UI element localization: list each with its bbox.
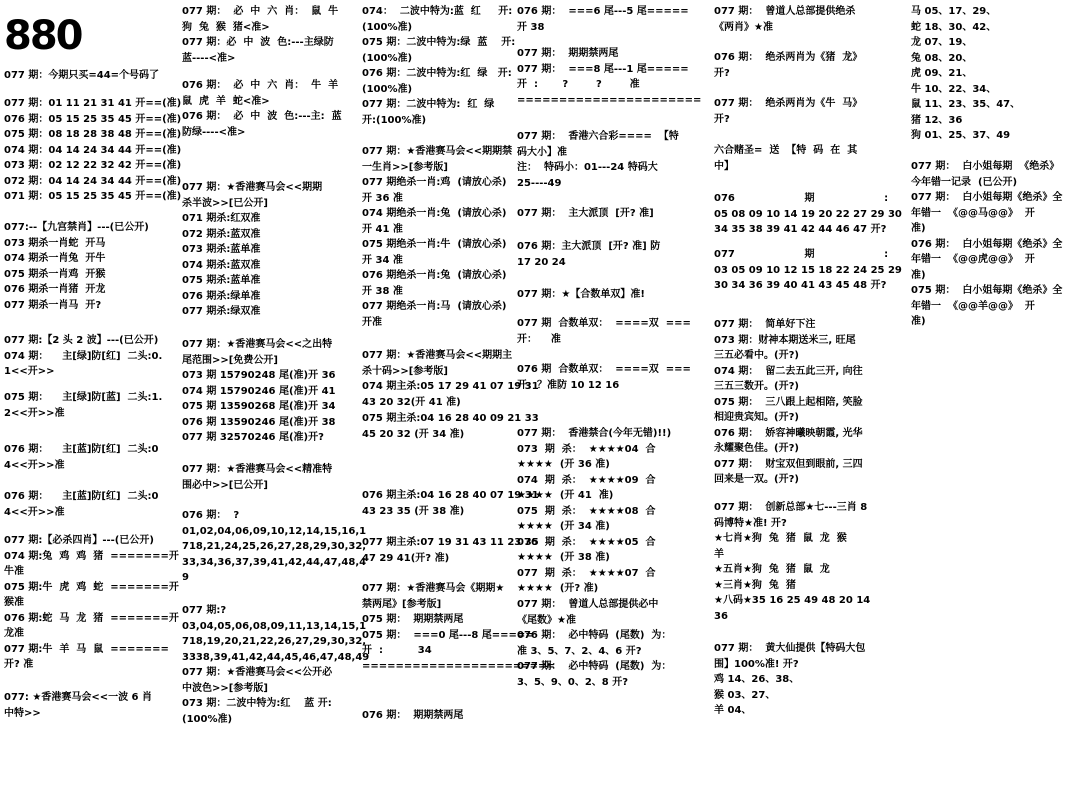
text-block: [517, 46, 701, 108]
text-line: 073 期 15790248 尾(准)开 36: [182, 370, 336, 381]
text-line: 076 期： 白小姐每期《绝杀》全: [911, 238, 1063, 250]
text-line: 05 08 09 10 14 19 20 22 27 29 30: [714, 208, 902, 220]
text-line: 4<<开>>准: [4, 459, 65, 471]
text-line: 077 期：★香港赛马会<<公开必: [182, 667, 333, 678]
text-line: ★八码★35 16 25 49 48 20 14: [714, 595, 871, 606]
text-line: 073 期 杀： ★★★★04 合: [517, 443, 656, 455]
text-line: 072 期：04 14 24 34 44 开==(准): [4, 175, 182, 187]
text-line: 718,21,24,25,26,27,28,29,30,32,: [182, 541, 367, 552]
text-line: 蛇 18、30、42、: [911, 21, 997, 33]
text-line: 077 期： 必中特码 (尾数) 为：: [517, 661, 672, 672]
text-line: 准): [911, 316, 926, 327]
text-line: 075 期： ===0 尾---8 尾=====: [362, 629, 534, 641]
text-line: 开准: [362, 316, 382, 328]
text-block: [911, 159, 1062, 330]
text-line: 077 期：★香港赛马会《期期★: [362, 583, 505, 594]
text-line: 中波色>>[参考版]: [182, 682, 268, 694]
text-line: 077 期： 必 中 六 肖： 鼠 牛: [182, 6, 339, 17]
text-block: [714, 500, 870, 624]
text-line: 071 期杀:红双准: [182, 213, 261, 224]
text-line: 077 期：★香港赛马会<<之出特: [182, 339, 333, 350]
text-line: 开 41 准: [362, 223, 403, 235]
text-line: 码大小】准: [517, 146, 567, 158]
text-line: 077 期： 白小姐每期《绝杀》全: [911, 192, 1063, 203]
text-line: 马 05、17、29、: [911, 6, 997, 17]
text-line: 开?: [714, 113, 730, 125]
text-line: 防绿----<准>: [182, 126, 246, 138]
text-block: [517, 4, 689, 35]
text-line: ======================: [517, 94, 702, 106]
text-line: 开 36 准: [362, 192, 403, 204]
text-line: 073 期杀:蓝单准: [182, 244, 261, 255]
text-line: 077 期绝杀一肖:鸡 (请放心杀): [362, 177, 507, 188]
text-line: 074 期主杀:05 17 29 41 07 19 31: [362, 381, 539, 392]
text-line: 鼠 11、23、35、47、: [911, 99, 1021, 110]
text-line: 077 期:【2 头 2 波】---(已公开): [4, 335, 159, 346]
text-line: ★★★★ (开? 准): [517, 583, 599, 594]
text-line: 718,19,20,21,22,26,27,29,30,32,: [182, 636, 367, 647]
text-line: 074 期杀一肖兔 开牛: [4, 253, 106, 264]
text-line: 杀十码>>[参考版]: [362, 365, 448, 377]
text-block: [4, 690, 152, 721]
text-line: 074 期： 主[绿]防[红] 二头:0.: [4, 350, 163, 362]
text-line: 3338,39,41,42,44,45,46,47,48,49: [182, 651, 370, 663]
text-line: 077 期： 曾道人总部提供绝杀: [714, 6, 856, 17]
text-line: 075 期绝杀一肖:牛 (请放心杀): [362, 239, 507, 250]
text-line: 禁两尾》[参考版]: [362, 598, 442, 610]
text-line: 076 期： 必中特码 (尾数) 为：: [517, 630, 672, 641]
text-block: [362, 411, 539, 442]
text-block: [517, 287, 645, 303]
text-line: 075 期： 期期禁两尾: [362, 614, 464, 625]
text-line: 年错一 《@@虎@@》 开: [911, 254, 1035, 265]
text-line: 33,34,36,37,39,41,42,44,47,48,4: [182, 556, 367, 568]
text-line: (100%准): [182, 713, 233, 725]
text-line: 中】: [714, 160, 734, 172]
text-line: 075 期：08 18 28 38 48 开==(准): [4, 129, 182, 140]
text-line: ★★★★ (开 34 准): [517, 521, 610, 532]
text-line: 076 期:蛇 马 龙 猪 =======开: [4, 612, 179, 624]
text-line: 准 3、5、7、2、4、6 开?: [517, 645, 642, 657]
text-block: [517, 239, 660, 270]
text-line: 码博特★准! 开?: [714, 517, 787, 529]
text-line: 077 期： 曾道人总部提供必中: [517, 599, 659, 610]
text-block: [517, 426, 671, 597]
text-line: (100%准): [362, 21, 413, 33]
text-block: [714, 96, 862, 127]
text-block: [4, 220, 149, 313]
text-block: [4, 442, 158, 473]
text-line: 076 期 13590246 尾(准)开 38: [182, 416, 336, 428]
text-line: 蓝----<准>: [182, 52, 236, 64]
text-line: 076 期： 主[蓝]防[红] 二头:0: [4, 444, 159, 455]
text-line: 077 期主杀:07 19 31 43 11 23 35: [362, 537, 539, 548]
text-line: 开 38 准: [362, 285, 403, 297]
text-line: 围】100%准! 开?: [714, 658, 799, 670]
text-line: 076 期： 期期禁两尾: [362, 710, 464, 721]
text-line: 073 期：02 12 22 32 42 开==(准): [4, 160, 182, 171]
text-line: 077 期： 简单好下注: [714, 319, 816, 330]
text-line: 03,04,05,06,08,09,11,13,14,15,1: [182, 620, 367, 632]
text-line: 077 期： 创新总部★七---三肖 8: [714, 502, 868, 513]
text-line: 077 期 :: [714, 249, 889, 260]
text-line: 077 期： 绝杀两肖为《牛 马》: [714, 98, 863, 109]
text-line: 075 期： 三八跟上起相陪, 笑脸: [714, 396, 863, 408]
text-line: 9: [182, 572, 189, 583]
text-block: [517, 206, 654, 222]
text-line: 开： 准: [517, 333, 561, 345]
text-line: 45 20 32 (开 34 准): [362, 428, 465, 440]
text-block: [182, 462, 332, 493]
text-line: 杀半波>>[已公开]: [182, 197, 268, 209]
text-line: 《尾数》★准: [517, 614, 576, 626]
text-line: 01,02,04,06,09,10,12,14,15,16,1: [182, 525, 367, 537]
text-line: ★★★★ (开 38 准): [517, 552, 610, 563]
text-line: 1<<开>>: [4, 366, 55, 377]
text-block: [182, 180, 322, 320]
text-block: [714, 4, 855, 35]
text-line: 43 23 35 (开 38 准): [362, 505, 465, 517]
text-line: 回来是一双。(开?): [714, 474, 799, 485]
text-line: 076 期：05 15 25 35 45 开==(准): [4, 113, 182, 125]
page-title: 880: [4, 13, 82, 59]
text-line: 077 期：今期只买=44=个号码了: [4, 70, 160, 81]
text-line: 猴准: [4, 597, 24, 608]
text-line: 36: [714, 610, 728, 622]
text-line: 076 期：二波中特为:红 绿 开:: [362, 68, 512, 79]
text-line: 074 期绝杀一肖:兔 (请放心杀): [362, 208, 507, 219]
text-block: [4, 533, 179, 673]
text-line: 077 期：★【合数单双】准!: [517, 289, 645, 300]
text-line: 年错一 《@@马@@》 开: [911, 207, 1035, 219]
text-line: 077 期： 香港六合彩==== 【特: [517, 131, 679, 142]
text-line: 076 期： 主[蓝]防[红] 二头:0: [4, 491, 159, 502]
text-line: 077 期:【必杀四肖】---(已公开): [4, 535, 154, 546]
text-block: [714, 317, 863, 488]
text-block: [362, 708, 463, 724]
text-line: 076 期杀一肖猪 开龙: [4, 284, 106, 295]
text-line: 六合赌圣= 送 【特 码 在 其: [714, 145, 858, 156]
text-line: 尾范围>>[免费公开]: [182, 354, 278, 366]
text-line: 狗 兔 猴 猪<准>: [182, 21, 270, 33]
text-line: 073 期：财神本期送米三, 旺尾: [714, 334, 856, 346]
text-block: [182, 4, 338, 66]
text-line: 羊 04、: [714, 705, 752, 716]
text-block: [4, 489, 158, 520]
text-line: 开：？准防 10 12 16: [517, 379, 620, 391]
text-line: 076 期 :: [714, 193, 889, 204]
text-line: 开 : 34: [362, 645, 432, 656]
text-line: 076 期 杀： ★★★★05 合: [517, 536, 656, 548]
text-block: [362, 488, 539, 519]
text-line: 一生肖>>[参考版]: [362, 161, 448, 173]
text-line: 17 20 24: [517, 256, 566, 268]
text-line: 077 期 合数单双： ====双 ===: [517, 318, 691, 329]
text-line: 072 期杀:蓝双准: [182, 228, 261, 240]
text-line: (100%准): [362, 52, 413, 64]
text-line: 中特>>: [4, 707, 41, 719]
text-block: [4, 96, 181, 205]
text-line: 牛 10、22、34、: [911, 83, 997, 95]
text-line: ★三肖★狗 兔 猪: [714, 579, 796, 591]
text-line: 开?: [714, 67, 730, 79]
text-line: 鼠 虎 羊 蛇<准>: [182, 95, 270, 107]
text-block: [182, 508, 366, 586]
text-line: 074 期 杀： ★★★★09 合: [517, 474, 656, 486]
text-line: 077 期： ===8 尾---1 尾=====: [517, 63, 689, 75]
text-line: 077 期： 香港禁合(今年无错)!!): [517, 428, 672, 439]
text-line: 077 期：二波中特为: 红 绿: [362, 99, 495, 110]
text-line: 30 34 36 39 40 41 43 45 48 开?: [714, 280, 887, 291]
text-block: [517, 362, 691, 393]
text-block: [714, 50, 862, 81]
text-block: [362, 348, 539, 410]
text-line: 076 期绝杀一肖:兔 (请放心杀): [362, 270, 507, 281]
text-line: 077 期： 财宝双但到眼前, 三四: [714, 458, 863, 470]
text-block: [714, 641, 865, 719]
text-line: 开 38: [517, 21, 545, 33]
text-line: ★七肖★狗 兔 猪 鼠 龙 猴: [714, 533, 847, 544]
text-line: 龙 07、19、: [911, 37, 973, 48]
text-line: 075 期:牛 虎 鸡 蛇 =======开: [4, 581, 179, 593]
text-line: 077 期杀:绿双准: [182, 306, 261, 317]
text-line: 077 期：★香港赛马会<<精准特: [182, 464, 333, 475]
text-line: 077 期绝杀一肖:马 (请放心杀): [362, 301, 507, 312]
text-line: 076 期： 绝杀两肖为《猪 龙》: [714, 52, 863, 63]
text-line: 077 期： 白小姐每期 《绝杀》: [911, 161, 1060, 172]
text-line: 猴 03、27、: [714, 689, 776, 701]
text-block: [714, 247, 902, 294]
text-line: 年错一 《@@羊@@》 开: [911, 300, 1035, 312]
text-line: =======================: [362, 660, 555, 672]
text-line: 076 期杀:绿单准: [182, 290, 261, 302]
text-line: 开:(100%准): [362, 114, 427, 126]
text-line: 牛准: [4, 566, 24, 577]
text-line: 076 期： ?: [182, 510, 240, 521]
text-block: [911, 4, 1020, 144]
text-line: 076 期主杀:04 16 28 40 07 19 31: [362, 490, 539, 501]
text-line: 074 期： 留二去五此三开, 向往: [714, 365, 863, 377]
text-line: 今年错一记录 (已公开): [911, 176, 1018, 188]
text-block: [182, 603, 369, 727]
text-line: 《两肖》★准: [714, 21, 773, 33]
text-line: 077 期： 黄大仙提供【特码大包: [714, 643, 866, 654]
text-line: 076 期： 必 中 波 色:---主: 蓝: [182, 111, 342, 122]
text-line: (100%准): [362, 83, 413, 95]
text-line: 注： 特码小：01---24 特码大: [517, 162, 658, 173]
text-line: ★★★★ (开 41 准): [517, 490, 614, 501]
text-line: 073 期：二波中特为:红 蓝 开:: [182, 698, 332, 709]
text-line: 076 期：主大派顶 [开? 准] 防: [517, 241, 661, 252]
text-block: [4, 390, 162, 421]
text-block: [4, 68, 159, 84]
text-line: ★五肖★狗 兔 猪 鼠 龙: [714, 564, 830, 575]
text-block: [362, 144, 512, 330]
text-line: 34 35 38 39 41 42 44 46 47 开?: [714, 224, 887, 235]
text-line: 龙准: [4, 628, 24, 639]
text-line: 075 期： 白小姐每期《绝杀》全: [911, 285, 1063, 296]
text-line: 075 期杀:蓝单准: [182, 275, 261, 286]
text-line: 073 期杀一肖蛇 开马: [4, 237, 106, 249]
text-line: 074 期：04 14 24 34 44 开==(准): [4, 144, 182, 156]
text-line: 075 期主杀:04 16 28 40 09 21 33: [362, 413, 539, 424]
text-line: 兔 08、20、: [911, 52, 973, 64]
text-line: 准): [911, 269, 926, 281]
text-line: 准): [911, 223, 926, 234]
text-block: [362, 4, 515, 128]
text-block: [182, 337, 336, 446]
text-line: 相迎贵宾知。(开?): [714, 412, 799, 423]
text-line: 076 期： ===6 尾---5 尾=====: [517, 6, 689, 17]
text-block: [362, 535, 539, 566]
text-block: [182, 78, 342, 140]
text-line: 三五三数开。(开?): [714, 381, 799, 392]
text-line: 074 期:兔 鸡 鸡 猪 =======开: [4, 550, 179, 562]
text-line: ★★★★ (开 36 准): [517, 459, 610, 470]
text-line: 077 期:?: [182, 605, 227, 616]
text-block: [517, 316, 691, 347]
text-line: 076 期： 娇容神曦映朝霞, 光华: [714, 427, 863, 439]
text-line: 077 期： 主大派顶 [开? 准]: [517, 208, 654, 219]
text-line: 071 期：05 15 25 35 45 开==(准): [4, 191, 182, 202]
text-line: 077 期：★香港赛马会<<期期: [182, 182, 323, 193]
text-line: 43 20 32(开 41 准): [362, 396, 461, 408]
text-line: 077 期：★香港赛马会<<期期禁: [362, 146, 513, 157]
text-line: 077: ★香港赛马会<<一波 6 肖: [4, 692, 152, 703]
text-line: 虎 09、21、: [911, 68, 973, 79]
text-line: 075 期 13590268 尾(准)开 34: [182, 401, 336, 412]
text-line: 074 期杀:蓝双准: [182, 259, 261, 271]
text-line: 077 期：01 11 21 31 41 开==(准): [4, 98, 182, 109]
text-line: 077 期 杀： ★★★★07 合: [517, 567, 656, 579]
text-line: 羊: [714, 548, 724, 560]
text-line: 狗 01、25、37、49: [911, 130, 1011, 141]
text-line: 鸡 14、26、38、: [714, 674, 800, 685]
text-line: 开 : ? ? 准: [517, 79, 640, 90]
text-line: 03 05 09 10 12 15 18 22 24 25 29: [714, 264, 902, 276]
text-line: 077 期:牛 羊 马 鼠 =======: [4, 643, 169, 655]
text-line: 4<<开>>准: [4, 506, 65, 518]
text-line: 25----49: [517, 177, 562, 189]
text-line: 077:--【九宫禁肖】---(已公开): [4, 222, 149, 233]
text-line: 077 期： 期期禁两尾: [517, 48, 619, 59]
text-line: 074 期 15790246 尾(准)开 41: [182, 385, 336, 397]
text-line: 074： 二波中特为:蓝 红 开:: [362, 6, 513, 17]
text-block: [4, 333, 162, 380]
text-block: [714, 191, 902, 238]
text-line: 三五必看中。(开?): [714, 350, 799, 361]
text-line: 077 期：★香港赛马会<<期期主: [362, 350, 513, 361]
text-line: 开 34 准: [362, 254, 403, 266]
text-block: [517, 597, 671, 690]
text-line: 077 期 32570246 尾(准)开?: [182, 432, 324, 443]
text-line: 075 期： 主[绿]防[蓝] 二头:1.: [4, 392, 163, 403]
text-line: 075 期杀一肖鸡 开猴: [4, 268, 106, 280]
text-line: 077 期：必 中 波 色:---主绿防: [182, 37, 334, 48]
text-line: 永耀聚色佳。(开?): [714, 443, 799, 454]
text-line: 075 期：二波中特为:绿 蓝 开:: [362, 37, 516, 48]
text-line: 开? 准: [4, 659, 34, 670]
text-line: 076 期： 必 中 六 肖： 牛 羊: [182, 80, 339, 91]
text-line: 猪 12、36: [911, 114, 963, 126]
text-line: 075 期 杀： ★★★★08 合: [517, 505, 656, 517]
text-line: 077 期杀一肖马 开?: [4, 299, 102, 311]
text-block: [714, 143, 857, 174]
text-line: 47 29 41(开? 准): [362, 552, 450, 564]
text-block: [517, 129, 679, 191]
text-line: 围必中>>[已公开]: [182, 479, 268, 491]
text-line: 3、5、9、0、2、8 开?: [517, 676, 629, 688]
text-line: 2<<开>>准: [4, 407, 65, 419]
text-line: 076 期 合数单双： ====双 ===: [517, 364, 691, 375]
